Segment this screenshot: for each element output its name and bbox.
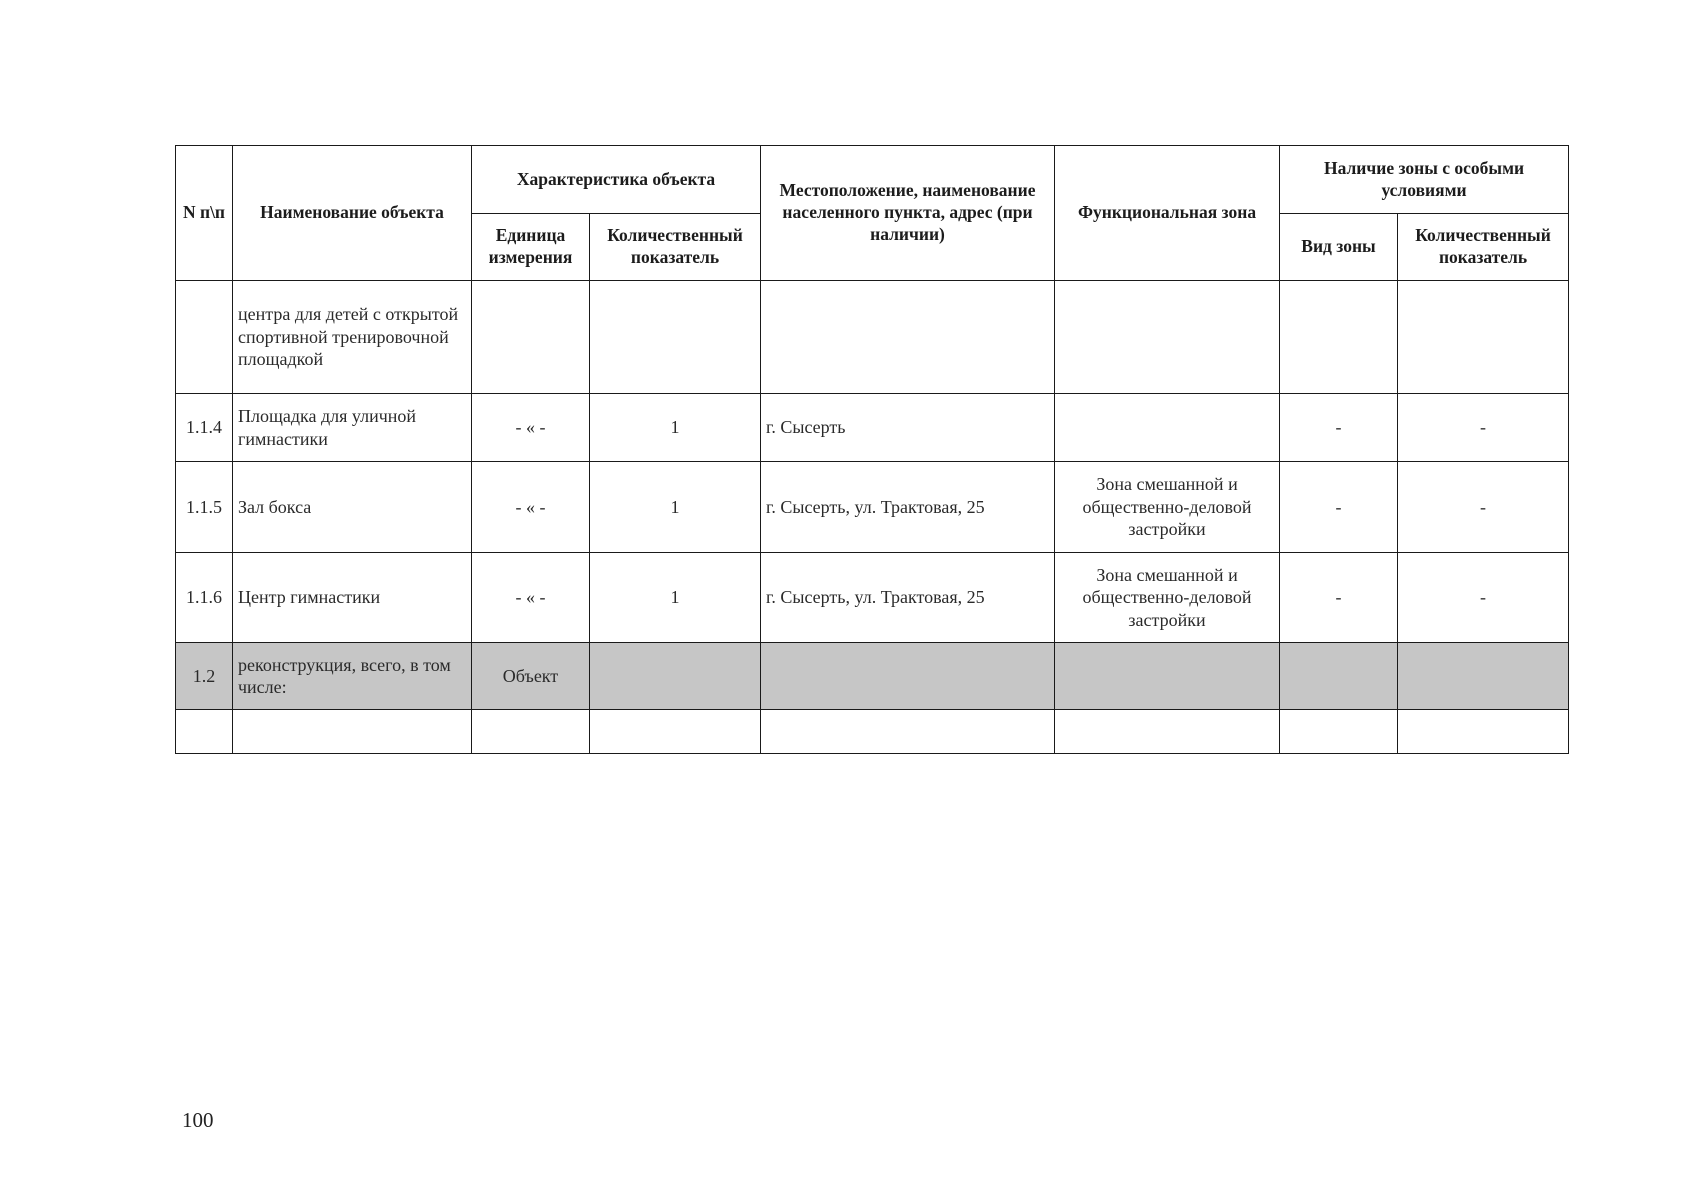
cell-quantity: 1	[590, 462, 761, 553]
cell-func-zone	[1055, 710, 1280, 754]
cell-quantity	[590, 643, 761, 710]
header-quantity: Количественный показатель	[590, 214, 761, 281]
cell-name: Площадка для уличной гимнастики	[233, 394, 472, 462]
cell-func-zone	[1055, 281, 1280, 394]
cell-name: центра для детей с открытой спортивной тренировочной площадкой	[233, 281, 472, 394]
cell-num: 1.2	[176, 643, 233, 710]
cell-zone-quantity	[1398, 643, 1569, 710]
cell-unit: - « -	[472, 553, 590, 643]
table-row	[176, 281, 1569, 394]
cell-zone-type: -	[1280, 462, 1398, 553]
cell-name: Зал бокса	[233, 462, 472, 553]
cell-quantity: 1	[590, 394, 761, 462]
header-func-zone: Функциональная зона	[1055, 146, 1280, 281]
cell-zone-quantity	[1398, 710, 1569, 754]
cell-func-zone: Зона смешанной и общественно-деловой застройки	[1055, 553, 1280, 643]
cell-zone-type	[1280, 643, 1398, 710]
header-zone-quantity: Количественный показатель	[1398, 214, 1569, 281]
table-row	[176, 553, 1569, 643]
cell-zone-type: -	[1280, 553, 1398, 643]
cell-zone-quantity: -	[1398, 553, 1569, 643]
cell-zone-quantity: -	[1398, 462, 1569, 553]
cell-num: 1.1.5	[176, 462, 233, 553]
header-location: Местоположение, наименование населенного пункта, адрес (при наличии)	[761, 146, 1055, 281]
cell-zone-type	[1280, 281, 1398, 394]
cell-zone-quantity: -	[1398, 394, 1569, 462]
cell-quantity	[590, 710, 761, 754]
table-row	[176, 710, 1569, 754]
header-num: N п\п	[176, 146, 233, 281]
objects-table	[175, 145, 1569, 754]
cell-location: г. Сысерть, ул. Трактовая, 25	[761, 462, 1055, 553]
page-number: 100	[182, 1108, 214, 1132]
cell-func-zone	[1055, 643, 1280, 710]
cell-location	[761, 710, 1055, 754]
header-unit: Единица измерения	[472, 214, 590, 281]
cell-name: реконструкция, всего, в том числе:	[233, 643, 472, 710]
cell-num	[176, 281, 233, 394]
cell-name: Центр гимнастики	[233, 553, 472, 643]
cell-num: 1.1.4	[176, 394, 233, 462]
cell-num: 1.1.6	[176, 553, 233, 643]
table-row	[176, 394, 1569, 462]
table-header-row	[176, 146, 1569, 214]
cell-func-zone	[1055, 394, 1280, 462]
table-row-highlighted	[176, 643, 1569, 710]
cell-location	[761, 643, 1055, 710]
cell-location	[761, 281, 1055, 394]
cell-zone-type	[1280, 710, 1398, 754]
cell-unit	[472, 281, 590, 394]
header-characteristic: Характеристика объекта	[472, 146, 761, 214]
table-row	[176, 462, 1569, 553]
cell-location: г. Сысерть, ул. Трактовая, 25	[761, 553, 1055, 643]
header-zone-type: Вид зоны	[1280, 214, 1398, 281]
cell-unit: - « -	[472, 462, 590, 553]
cell-location: г. Сысерть	[761, 394, 1055, 462]
header-special-zone: Наличие зоны с особыми условиями	[1280, 146, 1569, 214]
cell-quantity: 1	[590, 553, 761, 643]
cell-quantity	[590, 281, 761, 394]
cell-unit: Объект	[472, 643, 590, 710]
cell-name	[233, 710, 472, 754]
cell-unit: - « -	[472, 394, 590, 462]
header-name: Наименование объекта	[233, 146, 472, 281]
cell-func-zone: Зона смешанной и общественно-деловой застройки	[1055, 462, 1280, 553]
cell-zone-quantity	[1398, 281, 1569, 394]
cell-zone-type: -	[1280, 394, 1398, 462]
cell-unit	[472, 710, 590, 754]
cell-num	[176, 710, 233, 754]
